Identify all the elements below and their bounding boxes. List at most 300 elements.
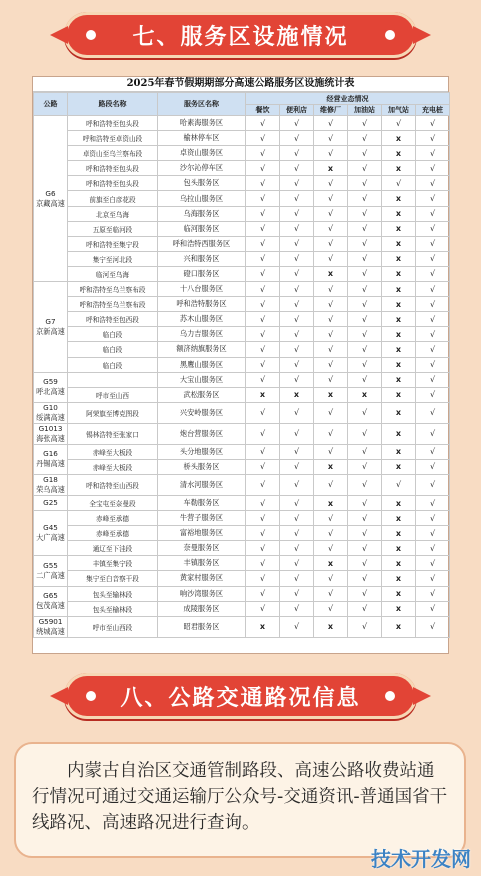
banner-dot-left [86, 30, 96, 40]
service-area-cell: 额济纳旗服务区 [158, 342, 246, 357]
table-row [34, 495, 450, 510]
header-convenience-store: 便利店 [280, 105, 314, 116]
route-cell: 呼和浩特至集宁段 [68, 236, 158, 251]
facility-mark-cell: √ [280, 616, 314, 637]
facility-mark-cell: √ [280, 601, 314, 616]
facility-mark-cell: √ [314, 541, 348, 556]
facility-mark-cell: √ [280, 459, 314, 474]
highway-cell: G45 大广高速 [34, 511, 68, 556]
facility-mark-cell: √ [348, 423, 382, 444]
facility-mark-cell: √ [348, 511, 382, 526]
facility-mark-cell: √ [314, 357, 348, 372]
facility-mark-cell: x [382, 571, 416, 586]
facility-mark-cell: √ [314, 146, 348, 161]
route-cell: 临白段 [68, 342, 158, 357]
service-area-cell: 兴安岭服务区 [158, 402, 246, 423]
facility-mark-cell: x [382, 423, 416, 444]
table-row [34, 459, 450, 474]
facility-mark-cell: √ [246, 221, 280, 236]
facility-mark-cell: √ [280, 161, 314, 176]
facility-mark-cell: √ [416, 297, 450, 312]
route-cell: 阿荣旗至博克图段 [68, 402, 158, 423]
table-row [34, 541, 450, 556]
facility-mark-cell: x [382, 282, 416, 297]
facility-mark-cell: √ [348, 342, 382, 357]
facility-mark-cell: √ [314, 402, 348, 423]
facility-mark-cell: x [246, 387, 280, 402]
route-cell: 集宁至白音察干段 [68, 571, 158, 586]
header-gas-station: 加油站 [348, 105, 382, 116]
facility-mark-cell: x [314, 556, 348, 571]
facility-mark-cell: √ [246, 327, 280, 342]
facility-mark-cell: √ [246, 146, 280, 161]
facility-mark-cell: √ [348, 541, 382, 556]
facility-mark-cell: √ [246, 266, 280, 281]
service-area-cell: 沙尔沁停车区 [158, 161, 246, 176]
facility-mark-cell: √ [246, 444, 280, 459]
facility-mark-cell: √ [348, 251, 382, 266]
facility-mark-cell: √ [416, 402, 450, 423]
route-cell: 呼市至山西 [68, 387, 158, 402]
table-row [34, 236, 450, 251]
route-cell: 包头至输林段 [68, 586, 158, 601]
facility-mark-cell: √ [348, 312, 382, 327]
service-area-cell: 黑鹰山服务区 [158, 357, 246, 372]
facility-mark-cell: x [348, 387, 382, 402]
service-area-cell: 昭君服务区 [158, 616, 246, 637]
facility-mark-cell: √ [348, 131, 382, 146]
facility-mark-cell: √ [416, 541, 450, 556]
facility-mark-cell: √ [416, 206, 450, 221]
banner-dot-left [86, 691, 96, 701]
facility-mark-cell: x [382, 206, 416, 221]
route-cell: 呼和浩特至卓资山段 [68, 131, 158, 146]
facility-mark-cell: √ [416, 191, 450, 206]
highway-cell: G25 [34, 495, 68, 510]
facility-mark-cell: √ [280, 266, 314, 281]
highway-cell: G18 荣乌高速 [34, 474, 68, 495]
facility-mark-cell: √ [246, 312, 280, 327]
facility-mark-cell: √ [314, 282, 348, 297]
facility-mark-cell: x [382, 191, 416, 206]
facility-mark-cell: √ [348, 372, 382, 387]
highway-cell: G6 京藏高速 [34, 116, 68, 282]
facility-mark-cell: √ [416, 161, 450, 176]
facility-mark-cell: √ [314, 571, 348, 586]
route-cell: 呼和浩特至包头段 [68, 161, 158, 176]
highway-cell: G10 绥满高速 [34, 402, 68, 423]
facility-mark-cell: x [382, 459, 416, 474]
table-row [34, 206, 450, 221]
facility-mark-cell: √ [246, 526, 280, 541]
facility-mark-cell: √ [314, 423, 348, 444]
facility-mark-cell: x [382, 236, 416, 251]
facility-mark-cell: √ [416, 526, 450, 541]
service-area-cell: 黄家村服务区 [158, 571, 246, 586]
section-7-title: 七、服务区设施情况 [132, 24, 349, 50]
facility-mark-cell: √ [416, 312, 450, 327]
facility-mark-cell: √ [348, 601, 382, 616]
facility-mark-cell: x [314, 616, 348, 637]
facility-mark-cell: √ [314, 206, 348, 221]
service-area-cell: 呼和浩特西服务区 [158, 236, 246, 251]
highway-cell: G65 包茂高速 [34, 586, 68, 616]
facility-mark-cell: √ [348, 444, 382, 459]
facility-mark-cell: √ [246, 586, 280, 601]
service-area-cell: 兴和服务区 [158, 251, 246, 266]
facility-mark-cell: √ [348, 282, 382, 297]
facility-mark-cell: √ [280, 282, 314, 297]
facility-mark-cell: √ [314, 526, 348, 541]
facility-mark-cell: √ [246, 372, 280, 387]
facility-mark-cell: √ [348, 191, 382, 206]
facility-mark-cell: √ [246, 474, 280, 495]
facility-mark-cell: x [382, 601, 416, 616]
route-cell: 临白段 [68, 357, 158, 372]
facility-mark-cell: √ [280, 176, 314, 191]
facility-mark-cell: √ [416, 176, 450, 191]
table-row [34, 511, 450, 526]
facility-mark-cell: √ [416, 357, 450, 372]
facility-mark-cell: √ [348, 146, 382, 161]
facility-mark-cell: √ [348, 297, 382, 312]
table-row [34, 556, 450, 571]
facility-mark-cell: √ [280, 571, 314, 586]
facility-mark-cell: √ [416, 556, 450, 571]
facility-mark-cell: √ [280, 221, 314, 236]
facility-mark-cell: √ [348, 586, 382, 601]
facility-mark-cell: √ [416, 459, 450, 474]
route-cell: 卓资山至乌兰察布段 [68, 146, 158, 161]
header-service-area: 服务区名称 [158, 93, 246, 116]
facility-mark-cell: √ [280, 327, 314, 342]
facility-mark-cell: √ [416, 586, 450, 601]
facility-mark-cell: √ [348, 176, 382, 191]
service-area-cell: 炮台营服务区 [158, 423, 246, 444]
facility-mark-cell: √ [246, 342, 280, 357]
facility-mark-cell: √ [348, 474, 382, 495]
facility-mark-cell: x [382, 511, 416, 526]
facility-mark-cell: x [382, 402, 416, 423]
facility-mark-cell: √ [314, 342, 348, 357]
header-route: 路段名称 [68, 93, 158, 116]
service-area-cell: 乌海服务区 [158, 206, 246, 221]
facility-mark-cell: √ [314, 586, 348, 601]
facility-mark-cell: x [382, 357, 416, 372]
facility-mark-cell: √ [382, 116, 416, 131]
facility-mark-cell: √ [246, 511, 280, 526]
facility-mark-cell: √ [280, 372, 314, 387]
ribbon-left-icon [46, 685, 68, 707]
facility-mark-cell: √ [314, 474, 348, 495]
ribbon-right-icon [413, 685, 435, 707]
route-cell: 五原至临河段 [68, 221, 158, 236]
facility-mark-cell: √ [314, 176, 348, 191]
facility-mark-cell: √ [416, 116, 450, 131]
route-cell: 赤峰至大板段 [68, 459, 158, 474]
ribbon-left-icon [46, 24, 68, 46]
facility-mark-cell: √ [280, 586, 314, 601]
service-area-cell: 大宝山服务区 [158, 372, 246, 387]
facility-mark-cell: √ [314, 236, 348, 251]
table-row [34, 444, 450, 459]
facility-mark-cell: √ [416, 146, 450, 161]
service-area-cell: 乌力吉服务区 [158, 327, 246, 342]
route-cell: 集宁至河北段 [68, 251, 158, 266]
highway-cell: G7 京新高速 [34, 282, 68, 373]
facility-mark-cell: √ [416, 511, 450, 526]
table-row [34, 282, 450, 297]
service-area-cell: 成陵服务区 [158, 601, 246, 616]
service-area-cell: 响沙湾服务区 [158, 586, 246, 601]
facility-mark-cell: x [382, 586, 416, 601]
route-cell: 赤峰至承德 [68, 511, 158, 526]
facility-mark-cell: √ [416, 387, 450, 402]
service-area-cell: 丰镇服务区 [158, 556, 246, 571]
facility-mark-cell: x [382, 444, 416, 459]
route-cell: 呼和浩特至包西段 [68, 312, 158, 327]
table-row [34, 312, 450, 327]
facility-mark-cell: x [314, 495, 348, 510]
facility-mark-cell: √ [314, 601, 348, 616]
facility-mark-cell: √ [280, 402, 314, 423]
service-area-cell: 车勒服务区 [158, 495, 246, 510]
facility-mark-cell: x [382, 526, 416, 541]
table-row [34, 327, 450, 342]
facility-mark-cell: √ [314, 511, 348, 526]
route-cell: 临白段 [68, 327, 158, 342]
route-cell [68, 372, 158, 387]
table-row [34, 161, 450, 176]
facility-mark-cell: √ [314, 131, 348, 146]
service-area-cell: 包头服务区 [158, 176, 246, 191]
service-area-cell: 卓资山服务区 [158, 146, 246, 161]
table-row [34, 342, 450, 357]
facility-mark-cell: √ [280, 236, 314, 251]
table-row [34, 297, 450, 312]
traffic-info-card [14, 742, 466, 858]
facility-mark-cell: x [382, 251, 416, 266]
service-area-cell: 榆林停车区 [158, 131, 246, 146]
service-area-cell: 哈素海服务区 [158, 116, 246, 131]
facility-mark-cell: √ [382, 176, 416, 191]
facility-mark-cell: √ [246, 161, 280, 176]
facility-mark-cell: x [382, 495, 416, 510]
facility-mark-cell: √ [246, 176, 280, 191]
facility-mark-cell: √ [246, 571, 280, 586]
section-8-title: 八、公路交通路况信息 [120, 685, 361, 711]
route-cell: 丰镇至集宁段 [68, 556, 158, 571]
facility-mark-cell: √ [416, 616, 450, 637]
table-row [34, 586, 450, 601]
facility-mark-cell: √ [382, 474, 416, 495]
service-area-cell: 桥头服务区 [158, 459, 246, 474]
facility-mark-cell: √ [314, 444, 348, 459]
facility-mark-cell: √ [416, 327, 450, 342]
facility-mark-cell: √ [416, 266, 450, 281]
highway-cell: G59 呼北高速 [34, 372, 68, 402]
service-area-cell: 清水河服务区 [158, 474, 246, 495]
facility-mark-cell: x [382, 541, 416, 556]
facility-mark-cell: x [314, 459, 348, 474]
facility-mark-cell: √ [314, 372, 348, 387]
table-row [34, 357, 450, 372]
facility-mark-cell: √ [246, 251, 280, 266]
service-area-cell: 磴口服务区 [158, 266, 246, 281]
table-row [34, 176, 450, 191]
facility-mark-cell: √ [246, 423, 280, 444]
facility-mark-cell: x [382, 146, 416, 161]
facility-mark-cell: √ [348, 571, 382, 586]
route-cell: 呼和浩特至包头段 [68, 116, 158, 131]
facility-mark-cell: x [382, 327, 416, 342]
table-row [34, 526, 450, 541]
facility-mark-cell: √ [246, 236, 280, 251]
facility-mark-cell: √ [314, 251, 348, 266]
facility-mark-cell: √ [348, 206, 382, 221]
facility-mark-cell: √ [246, 116, 280, 131]
header-charging-pile: 充电桩 [416, 105, 450, 116]
facility-mark-cell: √ [246, 556, 280, 571]
facility-mark-cell: √ [416, 282, 450, 297]
highway-cell: G1013 海张高速 [34, 423, 68, 444]
table-row [34, 221, 450, 236]
facility-mark-cell: x [382, 161, 416, 176]
header-repair-shop: 维修厂 [314, 105, 348, 116]
facility-mark-cell: √ [348, 266, 382, 281]
header-highway: 公路 [34, 93, 68, 116]
facility-table-card [32, 76, 449, 654]
facility-mark-cell: √ [416, 601, 450, 616]
section-7-banner [64, 12, 417, 58]
table-row [34, 146, 450, 161]
facility-mark-cell: x [382, 387, 416, 402]
facility-mark-cell: √ [348, 327, 382, 342]
facility-mark-cell: x [382, 372, 416, 387]
facility-mark-cell: √ [348, 116, 382, 131]
route-cell: 锡林浩特至张家口 [68, 423, 158, 444]
facility-mark-cell: √ [348, 402, 382, 423]
facility-mark-cell: √ [280, 423, 314, 444]
table-title: 2025年春节假期期部分高速公路服务区设施统计表 [33, 77, 448, 92]
facility-mark-cell: √ [280, 556, 314, 571]
table-row [34, 387, 450, 402]
facility-mark-cell: x [382, 312, 416, 327]
facility-mark-cell: √ [416, 474, 450, 495]
service-area-cell: 牛营子服务区 [158, 511, 246, 526]
table-row [34, 601, 450, 616]
service-area-cell: 乌拉山服务区 [158, 191, 246, 206]
watermark-logo: 技术开发网 [371, 847, 471, 871]
service-area-cell: 十八台服务区 [158, 282, 246, 297]
facility-mark-cell: √ [314, 191, 348, 206]
facility-mark-cell: √ [280, 357, 314, 372]
facility-mark-cell: √ [416, 221, 450, 236]
facility-mark-cell: √ [348, 556, 382, 571]
route-cell: 呼和浩特至乌兰察布段 [68, 282, 158, 297]
table-row [34, 116, 450, 131]
route-cell: 呼和浩特至包头段 [68, 176, 158, 191]
facility-mark-cell: √ [348, 526, 382, 541]
service-area-cell: 呼和浩特服务区 [158, 297, 246, 312]
route-cell: 赤峰至大板段 [68, 444, 158, 459]
table-row [34, 474, 450, 495]
table-row [34, 402, 450, 423]
facility-mark-cell: √ [280, 541, 314, 556]
facility-mark-cell: √ [280, 342, 314, 357]
table-row [34, 191, 450, 206]
section-8-banner [64, 673, 417, 719]
ribbon-right-icon [413, 24, 435, 46]
facility-mark-cell: √ [280, 146, 314, 161]
facility-mark-cell: √ [416, 423, 450, 444]
facility-mark-cell: x [246, 616, 280, 637]
route-cell: 赤峰至承德 [68, 526, 158, 541]
service-area-cell: 奈曼服务区 [158, 541, 246, 556]
facility-mark-cell: x [382, 266, 416, 281]
facility-mark-cell: √ [280, 526, 314, 541]
facility-mark-cell: √ [246, 459, 280, 474]
route-cell: 通辽至下洼段 [68, 541, 158, 556]
facility-mark-cell: √ [246, 541, 280, 556]
facility-mark-cell: √ [416, 444, 450, 459]
highway-cell: G55 二广高速 [34, 556, 68, 586]
facility-mark-cell: x [314, 387, 348, 402]
table-row [34, 616, 450, 637]
facility-mark-cell: √ [246, 495, 280, 510]
facility-mark-cell: √ [280, 474, 314, 495]
facility-mark-cell: √ [280, 312, 314, 327]
facility-mark-cell: √ [314, 312, 348, 327]
facility-mark-cell: √ [246, 282, 280, 297]
route-cell: 临河至乌海 [68, 266, 158, 281]
facility-mark-cell: √ [280, 495, 314, 510]
route-cell: 呼市至山西段 [68, 616, 158, 637]
facility-mark-cell: √ [348, 616, 382, 637]
facility-mark-cell: x [382, 556, 416, 571]
facility-mark-cell: √ [416, 342, 450, 357]
facility-mark-cell: √ [280, 297, 314, 312]
route-cell: 呼和浩特至山西段 [68, 474, 158, 495]
facility-mark-cell: √ [246, 297, 280, 312]
facility-mark-cell: √ [280, 206, 314, 221]
facility-mark-cell: √ [348, 221, 382, 236]
banner-dot-right [385, 30, 395, 40]
table-body [34, 116, 450, 638]
traffic-info-text: 内蒙古自治区交通管制路段、高速公路收费站通行情况可通过交通运输厅公众号-交通资讯-普通国省干线路况、高速路况进行查询。 [32, 761, 448, 833]
highway-cell: G16 丹锡高速 [34, 444, 68, 474]
facility-mark-cell: √ [280, 251, 314, 266]
facility-mark-cell: √ [280, 131, 314, 146]
facility-mark-cell: √ [314, 327, 348, 342]
facility-mark-cell: √ [348, 459, 382, 474]
table-row [34, 266, 450, 281]
facility-mark-cell: √ [246, 206, 280, 221]
facility-mark-cell: √ [416, 372, 450, 387]
service-area-cell: 苏木山服务区 [158, 312, 246, 327]
banner-dot-right [385, 691, 395, 701]
facility-mark-cell: √ [314, 297, 348, 312]
service-area-cell: 临河服务区 [158, 221, 246, 236]
header-cng-station: 加气站 [382, 105, 416, 116]
facility-mark-cell: √ [280, 511, 314, 526]
facility-mark-cell: √ [348, 495, 382, 510]
route-cell: 全宝屯至奈曼段 [68, 495, 158, 510]
facility-mark-cell: √ [348, 236, 382, 251]
facility-mark-cell: √ [314, 221, 348, 236]
facility-mark-cell: √ [416, 236, 450, 251]
service-area-cell: 头分地服务区 [158, 444, 246, 459]
